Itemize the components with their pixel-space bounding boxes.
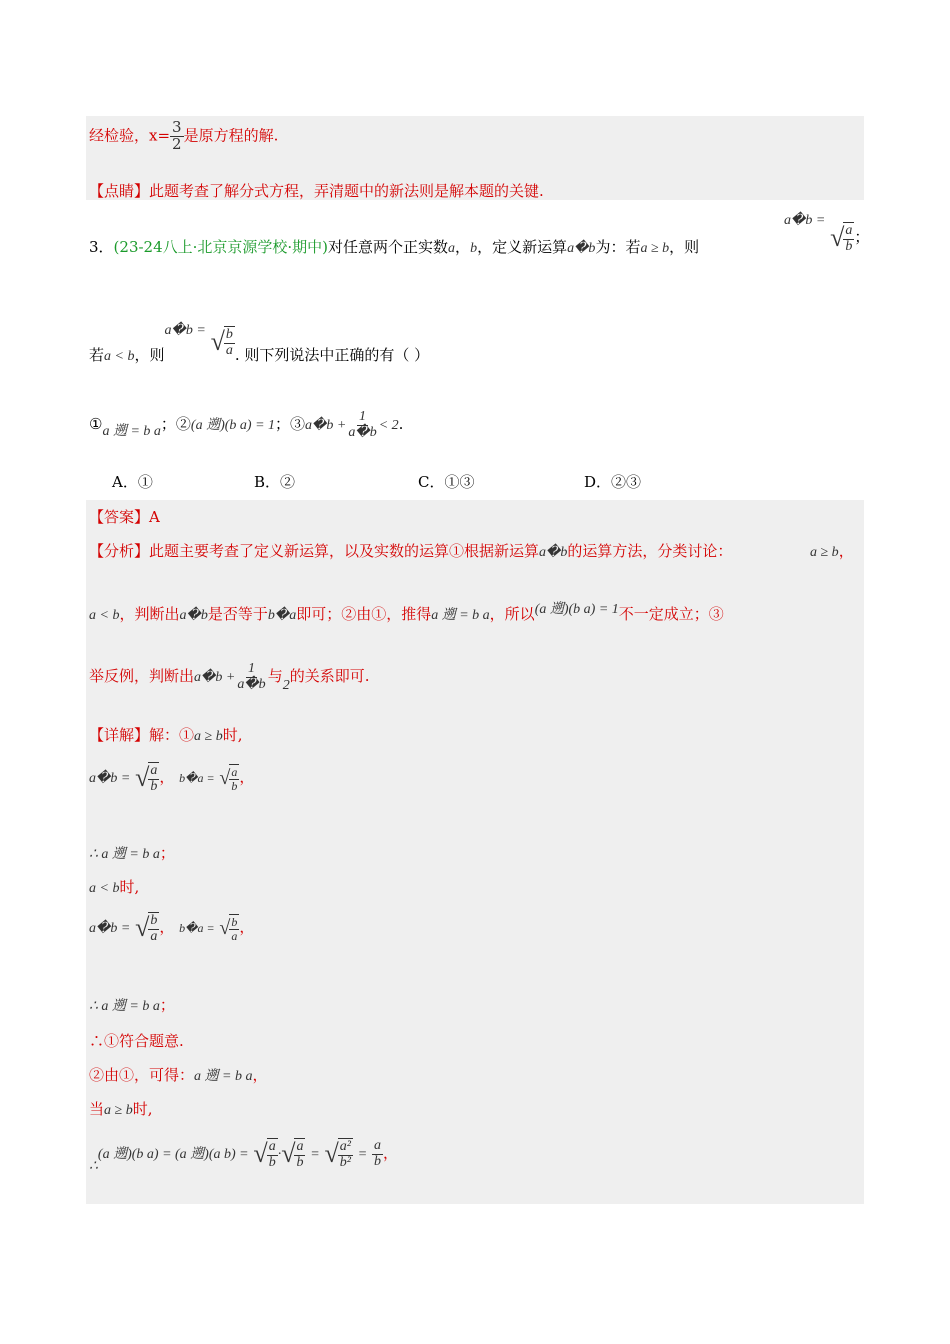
analysis-line-1: 【分析】此题主要考查了定义新运算，以及实数的运算①根据新运算a�b的运算方法，分类讨论： xyxy=(89,542,733,560)
detail-eq-1: a�b = √ $\frac{a}{b}$ ， b�a = √ $\frac{a}{b}$ ， xyxy=(89,763,255,794)
sqrt-expr: √ $\frac{b}{a}$ xyxy=(210,326,233,358)
detail-eq-final: ∴(a 遡)(b a) = (a 遡)(a b) = √ $\frac{a}{b}$ · √ $\frac{a}{b}$ = √ $\frac{\text{a²}}{\text{b²}}$ = $\frac{a}{b}$ ， xyxy=(89,1138,398,1175)
answer-label: 【答案】A xyxy=(89,508,160,526)
fraction: $\frac{1}{a�b}$ xyxy=(348,409,377,440)
option-a[interactable]: A．① xyxy=(112,473,153,491)
question-line-1: 3．(23-24八上·北京京源学校·期中)对任意两个正实数a，b，定义新运算a�b为：若a ≥ b，则 xyxy=(89,238,700,256)
detail-when: 当a ≥ b时, xyxy=(89,1100,153,1118)
fraction: $\frac{3}{2}$ xyxy=(172,118,182,153)
sqrt-expr: √ $\frac{a}{b}$ xyxy=(830,222,853,254)
option-d[interactable]: D．②③ xyxy=(584,473,642,491)
detail-eq-4: a�b = √ $\frac{b}{a}$ ， b�a = √ $\frac{b}{a}$ ， xyxy=(89,913,255,944)
statements-line: ①a 遡 = b a；②(a 遡)(b a) = 1；③a�b + $\frac{1}{a�b}$ < 2. xyxy=(89,409,404,440)
fraction: $\frac{1}{a�b}$ xyxy=(237,661,266,692)
dianjing-line: 【点睛】此题考查了解分式方程，弄清题中的新法则是解本题的关键. xyxy=(89,182,544,200)
option-c[interactable]: C．①③ xyxy=(418,473,475,491)
detail-conclusion: ∴①符合题意. xyxy=(89,1032,184,1050)
detail-eq-2: ∴ a 遡 = b a； xyxy=(89,844,175,862)
question-number: 3． xyxy=(89,238,114,256)
question-line-2: 若a < b，则a�b = √ $\frac{b}{a}$ . 则下列说法中正确的有（ ） xyxy=(89,323,430,364)
detail-eq-5: ∴ a 遡 = b a； xyxy=(89,996,175,1014)
detail-line: 【详解】解：①a ≥ b时, xyxy=(89,726,243,744)
analysis-line-3: 举反例，判断出a�b + $\frac{1}{a�b}$ 与2的关系即可. xyxy=(89,661,370,694)
analysis-line-2: a < b，判断出a�b是否等于b�a即可；②由①，推得a 遡 = b a，所以(a 遡)(b a) = 1不一定成立；③ xyxy=(89,602,724,623)
definition-1: a�b = √ $\frac{a}{b}$ ； xyxy=(784,213,870,254)
verification-line: 经检验，x= $\frac{3}{2}$ 是原方程的解. xyxy=(89,118,279,153)
analysis-line-1-end: a ≥ b， xyxy=(810,542,854,560)
detail-part2: ②由①，可得：a 遡 = b a， xyxy=(89,1066,268,1084)
option-b[interactable]: B．② xyxy=(254,473,296,491)
question-source: (23-24八上·北京京源学校·期中) xyxy=(113,238,329,256)
detail-eq-3: a < b时, xyxy=(89,878,140,896)
